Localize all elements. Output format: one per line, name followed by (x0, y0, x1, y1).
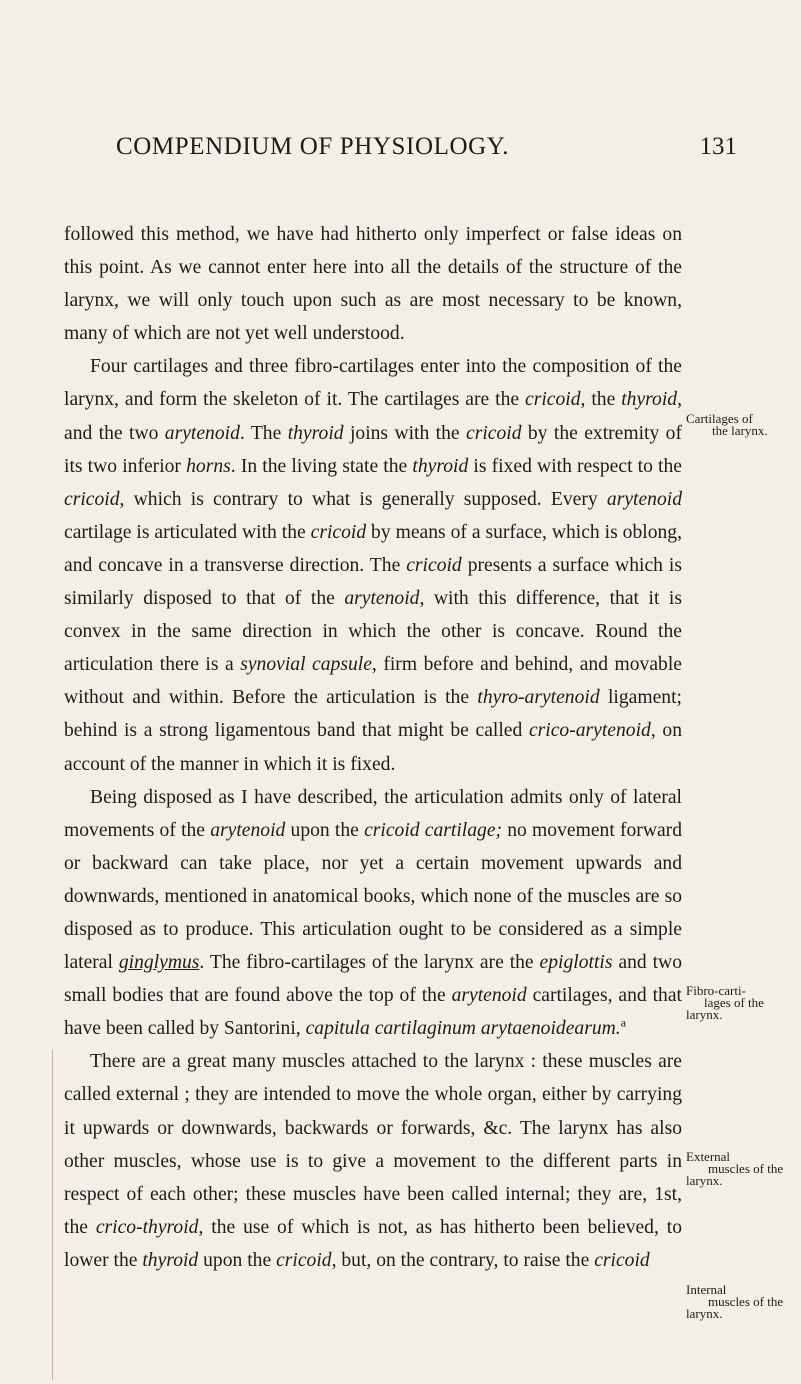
italic-run: thyroid (287, 422, 344, 444)
side-note-cartilages (686, 413, 798, 437)
side-note-line: larynx. (686, 1007, 723, 1022)
italic-run: cricoid (594, 1249, 650, 1271)
italic-run: thyroid (621, 389, 678, 411)
text-run: is fixed with respect to the (468, 455, 682, 477)
side-note-line: larynx. (686, 1306, 723, 1321)
text-run: . The (239, 422, 288, 444)
italic-run: arytenoid (606, 488, 682, 510)
side-note-fibro-cartilages (686, 985, 798, 1021)
paragraph-3 (64, 781, 682, 1046)
text-run: . The fibro-cartilages of the larynx are the (199, 952, 540, 974)
text-run: , and the two (64, 389, 682, 444)
text-run: , the (580, 389, 622, 411)
text-run: , which is contrary to what is generally supposed. Every (119, 488, 607, 510)
text-run: Four cartilages and three fibro-cartilages enter into the composition of the larynx, and form the skeleton of it. The cartilages are the (64, 356, 682, 411)
text-run: cartilages, and that have been called by Santorini, (64, 985, 682, 1040)
paragraph-2 (64, 350, 682, 780)
text-run: , with this difference, that it is convex in the same direction in which the other is concave. Round the articulation there is a (64, 588, 683, 676)
text-run: by means of a surface, which is oblong, and concave in a transverse direction. The (64, 521, 682, 576)
running-head: COMPENDIUM OF PHYSIOLOGY. (116, 133, 510, 160)
italic-run: . (615, 1018, 621, 1040)
side-note-line: Cartilages of (686, 411, 753, 426)
page-header (0, 133, 801, 173)
italic-run: synovial capsule (240, 654, 372, 676)
italic-run: arytenoid (344, 588, 420, 610)
paragraph-1 (64, 218, 682, 350)
side-note-line: muscles of the (708, 1294, 784, 1309)
text-run: , firm before and behind, and movable without and within. Before the articulation is the (64, 654, 682, 709)
text-run: cartilage is articulated with the (64, 521, 311, 543)
italic-run: cricoid (466, 422, 522, 444)
italic-run: ginglymus (118, 952, 200, 974)
page-number: 131 (699, 133, 737, 160)
side-note-line: lages of the (704, 995, 764, 1010)
text-run: , on account of the manner in which it is fixed. (64, 720, 682, 775)
italic-run: capitula cartilaginum arytaenoidearum (305, 1018, 616, 1040)
italic-run: thyroid (412, 455, 469, 477)
text-run: no movement forward or backward can take place, nor yet a certain movement upwards and downwards, mentioned in anatomical books, which none of the muscles are so disposed as to produce. This articulation ought to be considered as a simple lateral (64, 819, 682, 974)
text-run: and two small bodies that are found above the top of the (64, 952, 682, 1007)
text-run: , the use of which is not, as has hitherto been believed, to lower the (64, 1216, 682, 1271)
side-note-line: External (686, 1149, 731, 1164)
italic-run: cricoid (406, 554, 462, 576)
italic-run: arytenoid (210, 819, 286, 841)
paragraph-4 (64, 1045, 682, 1277)
body-text (64, 218, 682, 1277)
italic-run: thyroid (142, 1249, 199, 1271)
side-note-line: larynx. (686, 1173, 723, 1188)
text-run: , but, on the contrary, to raise the (331, 1249, 595, 1271)
italic-run: crico-thyroid (95, 1216, 199, 1238)
side-note-internal-muscles (686, 1284, 798, 1320)
italic-run: cricoid (64, 488, 120, 510)
italic-run: arytenoid (451, 985, 527, 1007)
footnote-marker: a (620, 1015, 627, 1030)
text-run: joins with the (343, 422, 466, 444)
italic-run: arytenoid (164, 422, 240, 444)
side-note-line: muscles of the (708, 1161, 784, 1176)
italic-run: epiglottis (539, 952, 613, 974)
italic-run: cricoid (525, 389, 581, 411)
italic-run: cricoid cartilage; (364, 819, 503, 841)
side-note-line: the larynx. (712, 423, 768, 438)
side-note-external-muscles (686, 1151, 798, 1187)
side-note-line: Internal (686, 1282, 727, 1297)
text-run: ligament; behind is a strong ligamentous band that might be called (64, 687, 682, 742)
text-run: followed this method, we have had hitherto only imperfect or false ideas on this point. As we cannot enter here into all the details of the structure of the larynx, we will only touch upon such as are most necessary to be known, many of which are not yet well understood. (64, 224, 682, 345)
gutter-line (52, 1050, 53, 1380)
text-run: upon the (285, 819, 365, 841)
text-run: . In the living state the (230, 455, 413, 477)
italic-run: crico-arytenoid (528, 720, 651, 742)
text-run: by the extremity of its two inferior (64, 422, 682, 477)
text-run: Being disposed as I have described, the articulation admits only of lateral movements of the (64, 786, 682, 841)
italic-run: horns (186, 455, 231, 477)
italic-run: thyro-arytenoid (477, 687, 600, 709)
text-run: upon the (198, 1249, 277, 1271)
text-run: presents a surface which is similarly disposed to that of the (64, 554, 682, 610)
italic-run: cricoid (276, 1249, 332, 1271)
side-note-line: Fibro-carti- (686, 983, 746, 998)
italic-run: cricoid (310, 521, 367, 543)
text-run: There are a great many muscles attached to the larynx : these muscles are called external ; they are intended to move the whole organ, either by carrying it upwards or downwards, backwards or forwards, &c. The larynx has also other muscles, whose use is to give a movement to the different parts in respect of each other; these muscles have been called internal; they are, 1st, the (64, 1051, 682, 1238)
